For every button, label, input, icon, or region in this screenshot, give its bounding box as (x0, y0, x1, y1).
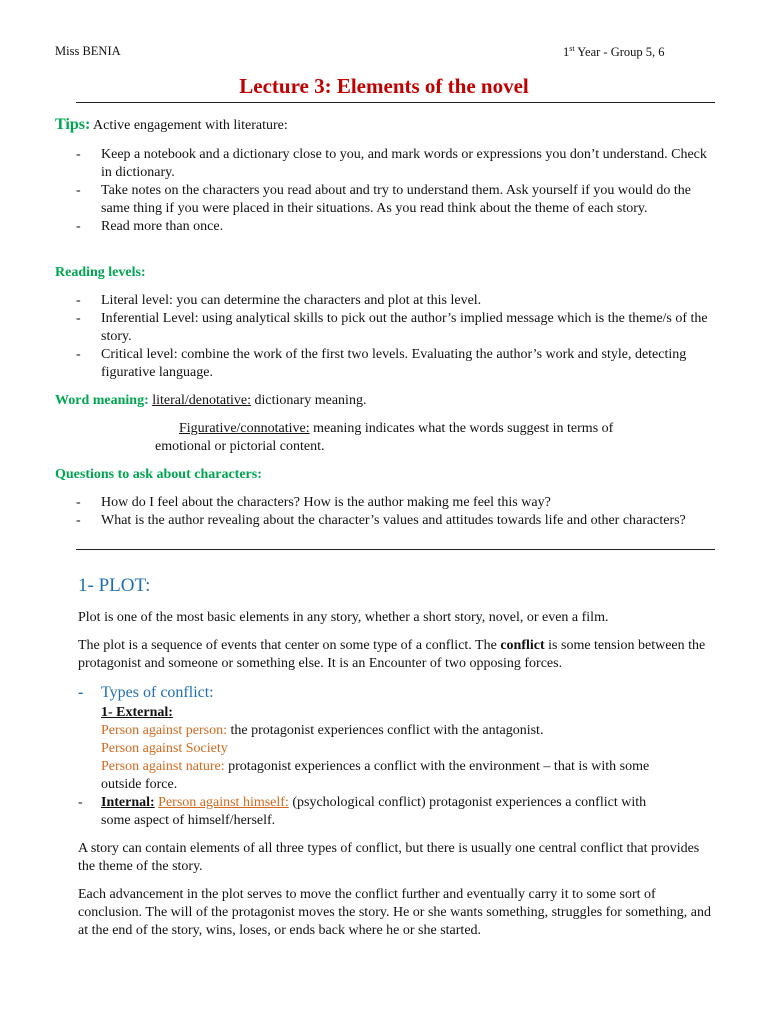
literal-definition: dictionary meaning. (250, 393, 367, 408)
plot-paragraph-1: Plot is one of the most basic elements in any story, whether a short story, novel, or even a film. (78, 610, 609, 625)
tips-intro: Active engagement with literature: (90, 118, 288, 133)
list-item: - Read more than once. (76, 219, 224, 234)
list-item: - Critical level: combine the work of the first two levels. Evaluating the author’s work and style, detecting figurative language. (76, 347, 687, 380)
title-rule (76, 102, 715, 103)
list-item: - Inferential Level: using analytical skills to pick out the author’s implied message which is the theme/s of the story. (76, 311, 708, 344)
person-vs-society: Person against Society (101, 741, 228, 756)
figurative-definition: meaning indicates what the words suggest in terms of (309, 421, 614, 436)
figurative-line-1 (179, 420, 613, 438)
list-item: - Literal level: you can determine the characters and plot at this level. (76, 293, 482, 308)
literal-term: literal/denotative: (152, 393, 251, 408)
plot-paragraph-4: Each advancement in the plot serves to move the conflict further and eventually carry it to some sort of conclusion. The will of the protagonist moves the story. He or she wants something, struggles for something, and at the end of the story, wins, loses, or ends back where he or she started. (78, 887, 712, 938)
list-item: - Keep a notebook and a dictionary close to you, and mark words or expressions you don’t understand. Check in dictionary. (76, 147, 707, 180)
plot-heading: 1- PLOT: (78, 575, 151, 596)
questions-label: Questions to ask about characters: (55, 467, 262, 482)
figurative-line-2: emotional or pictorial content. (155, 439, 325, 454)
plot-paragraph-2: The plot is a sequence of events that center on some type of a conflict. The conflict is some tension between the protagonist and someone or something else. It is an Encounter of two opposing forces. (78, 638, 706, 671)
internal-cont: some aspect of himself/herself. (101, 813, 276, 828)
list-item: - How do I feel about the characters? How is the author making me feel this way? (76, 495, 551, 510)
word-meaning-label: Word meaning: (55, 393, 149, 408)
header-author: Miss BENIA (55, 44, 121, 58)
figurative-term: Figurative/connotative: (179, 421, 310, 436)
page-title: Lecture 3: Elements of the novel (239, 74, 529, 98)
questions-list (76, 494, 716, 530)
list-item: - What is the author revealing about the character’s values and attitudes towards life and other characters? (76, 513, 686, 528)
tips-line (55, 116, 288, 135)
plot-paragraph-3: A story can contain elements of all three types of conflict, but there is usually one central conflict that provides the theme of the story. (78, 841, 700, 874)
list-item: - Take notes on the characters you read about and try to understand them. Ask yourself if you would do the same thing if you were placed in their situations. As you read think about the theme of each story. (76, 183, 691, 216)
tips-list (76, 146, 716, 236)
tips-label: Tips: (55, 116, 91, 133)
types-heading-line: - Types of conflict: (78, 684, 214, 701)
reading-levels-label: Reading levels: (55, 265, 146, 280)
types-heading: Types of conflict: (101, 684, 214, 701)
section-rule (76, 549, 715, 550)
header-group: 1st Year - Group 5, 6 (563, 44, 665, 60)
word-meaning-line (55, 392, 366, 410)
internal-label: Internal: (101, 795, 155, 810)
external-label: 1- External: (101, 705, 173, 720)
internal-type: Person against himself: (158, 795, 289, 810)
internal-line: - Internal: Person against himself: (psychological conflict) protagonist experiences a conflict with (78, 795, 647, 810)
reading-levels-list (76, 292, 716, 382)
person-vs-nature: Person against nature: protagonist experiences a conflict with the environment – that is with some (101, 759, 650, 774)
person-vs-person: Person against person: the protagonist experiences conflict with the antagonist. (101, 723, 544, 738)
person-vs-nature-cont: outside force. (101, 777, 178, 792)
